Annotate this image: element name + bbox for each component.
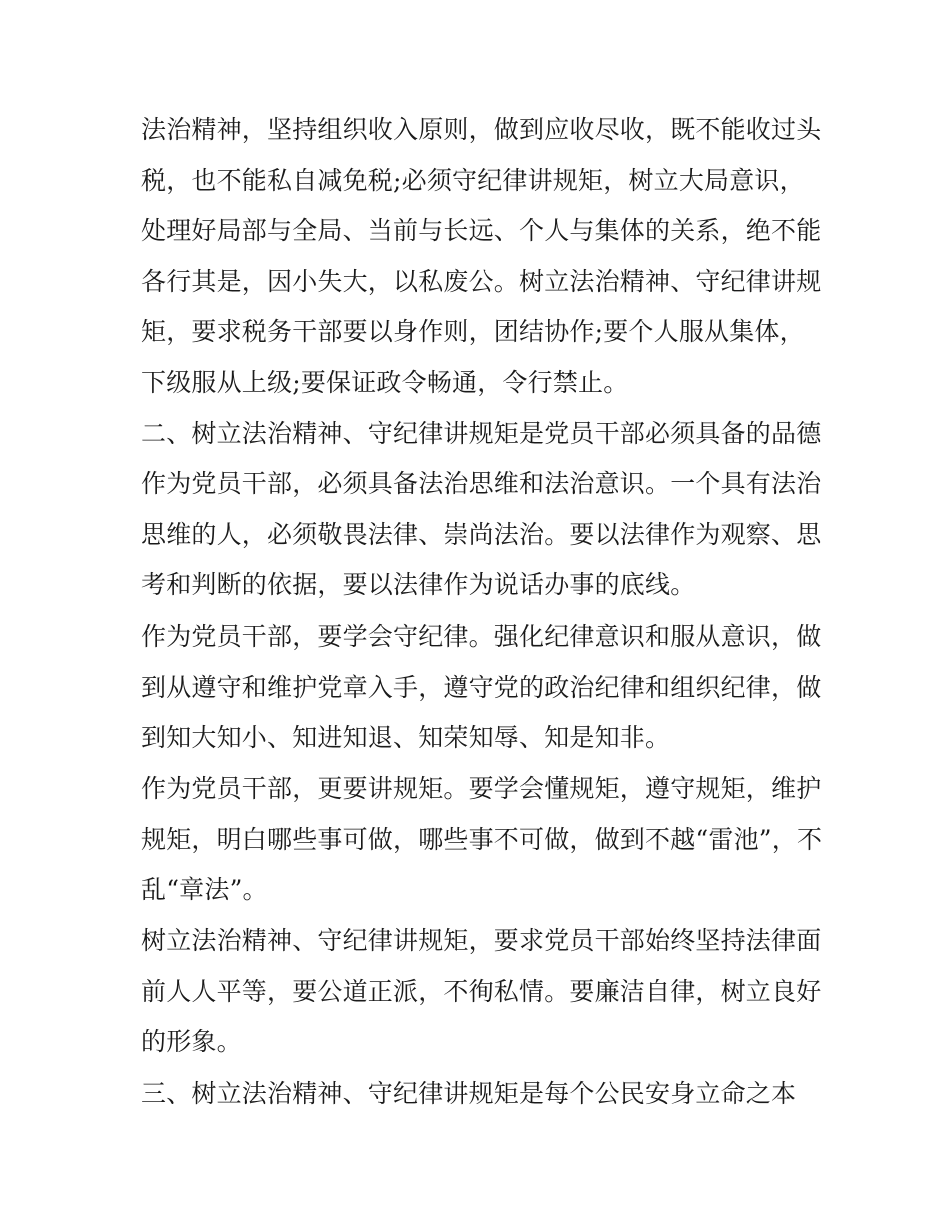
text-line: 的形象。	[141, 1027, 242, 1056]
text-line: 法治精神，坚持组织收入原则，做到应收尽收，既不能收过头	[141, 115, 822, 144]
text-line: 下级服从上级;要保证政令畅通，令行禁止。	[141, 368, 629, 397]
text-line: 前人人平等，要公道正派，不徇私情。要廉洁自律，树立良好	[141, 977, 822, 1006]
text-line: 到从遵守和维护党章入手，遵守党的政治纪律和组织纪律，做	[141, 673, 822, 702]
text-line: 处理好局部与全局、当前与长远、个人与集体的关系，绝不能	[141, 216, 822, 245]
text-line: 规矩，明白哪些事可做，哪些事不可做，做到不越“雷池”，不	[141, 825, 823, 854]
text-line: 各行其是，因小失大，以私废公。树立法治精神、守纪律讲规	[141, 267, 822, 296]
text-line: 作为党员干部，更要讲规矩。要学会懂规矩，遵守规矩，维护	[141, 774, 822, 803]
text-line: 作为党员干部，要学会守纪律。强化纪律意识和服从意识，做	[141, 622, 822, 651]
text-line: 考和判断的依据，要以法律作为说话办事的底线。	[141, 570, 696, 599]
text-line: 树立法治精神、守纪律讲规矩，要求党员干部始终坚持法律面	[141, 926, 822, 955]
text-line: 乱“章法”。	[141, 875, 268, 904]
section-heading: 三、树立法治精神、守纪律讲规矩是每个公民安身立命之本	[141, 1079, 797, 1108]
text-line: 作为党员干部，必须具备法治思维和法治意识。一个具有法治	[141, 469, 822, 498]
section-heading: 二、树立法治精神、守纪律讲规矩是党员干部必须具备的品德	[141, 419, 822, 448]
text-line: 到知大知小、知进知退、知荣知辱、知是知非。	[141, 723, 671, 752]
text-line: 思维的人，必须敬畏法律、崇尚法治。要以法律作为观察、思	[141, 520, 822, 549]
text-line: 矩，要求税务干部要以身作则，团结协作;要个人服从集体，	[141, 317, 805, 346]
text-line: 税，也不能私自减免税;必须守纪律讲规矩，树立大局意识，	[141, 166, 805, 195]
